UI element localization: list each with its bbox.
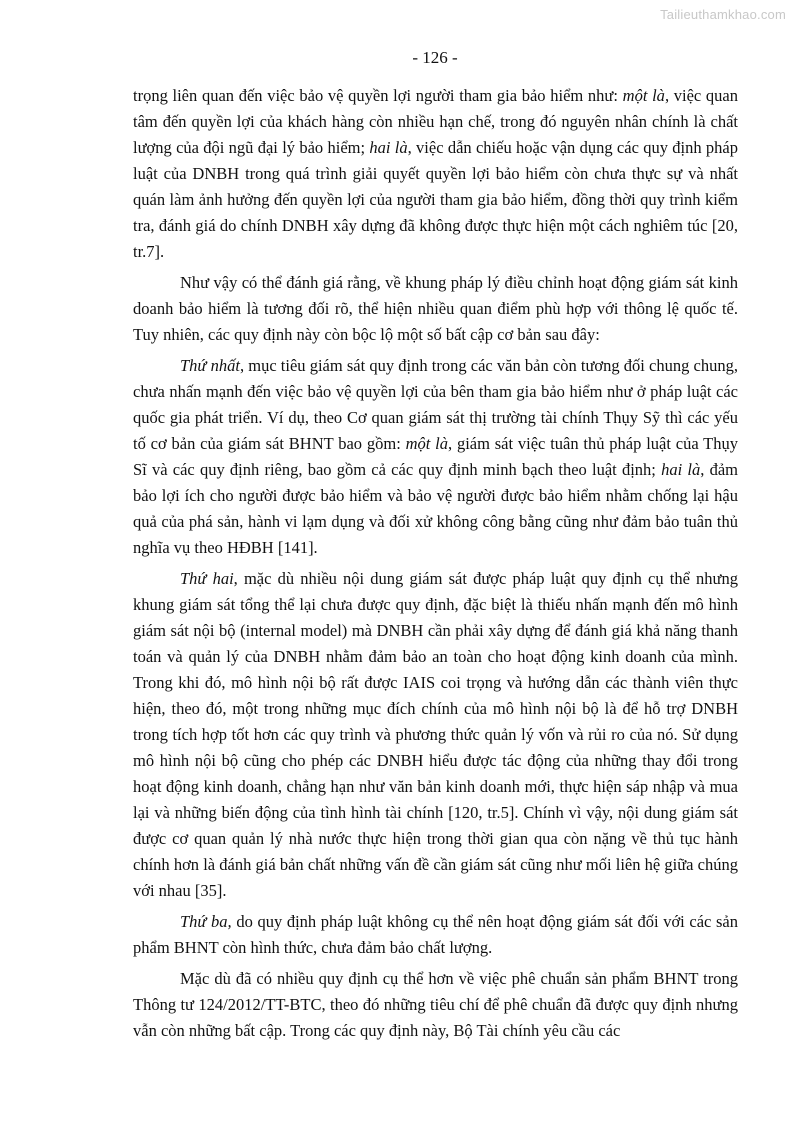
italic-text: một là — [405, 434, 449, 453]
italic-text: Thứ nhất — [180, 356, 240, 375]
paragraph — [133, 566, 738, 904]
text-segment: trọng liên quan đến việc bảo vệ quyền lợi người tham gia bảo hiểm như: — [133, 86, 623, 105]
watermark: Tailieuthamkhao.com — [660, 7, 786, 22]
paragraph — [133, 909, 738, 961]
paragraph — [133, 83, 738, 265]
text-segment: Như vậy có thể đánh giá rằng, về khung pháp lý điều chỉnh hoạt động giám sát kinh doanh bảo hiểm là tương đối rõ, thể hiện nhiều quan điểm phù hợp với thông lệ quốc tế. Tuy nhiên, các quy định này còn bộc lộ một số bất cập cơ bản sau đây: — [133, 273, 738, 344]
italic-text: một là — [622, 86, 665, 105]
text-segment: , mặc dù nhiều nội dung giám sát được pháp luật quy định cụ thể nhưng khung giám sát tổng thể lại chưa được quy định, đặc biệt là thiếu nhấn mạnh đến mô hình giám sát nội bộ (internal model) mà DNBH cần phải xây dựng để đánh giá khả năng thanh toán và quản lý của DNBH nhằm đảm bảo an toàn cho hoạt động kinh doanh của mình. Trong khi đó, mô hình nội bộ rất được IAIS coi trọng và hướng dẫn các thành viên thực hiện, theo đó, một trong những mục đích chính của mô hình nội bộ là để hỗ trợ DNBH trong tích hợp tốt hơn các quy trình và phương thức quản lý vốn và rủi ro của nó. Sử dụng mô hình nội bộ cũng cho phép các DNBH hiểu được tác động của những thay đổi trong hoạt động kinh doanh, chẳng hạn như văn bản kinh doanh mới, thực hiện sáp nhập và mua lại và những biến động của tình hình tài chính [120, tr.5]. Chính vì vậy, nội dung giám sát được cơ quan quản lý nhà nước thực hiện trong thời gian qua còn nặng về thủ tục hành chính hơn là đánh giá bản chất những vấn đề cần giám sát cũng như mối liên hệ giữa chúng với nhau [35]. — [133, 569, 738, 900]
paragraph — [133, 966, 738, 1044]
text-segment: Mặc dù đã có nhiều quy định cụ thể hơn về việc phê chuẩn sản phẩm BHNT trong Thông tư 124/2012/TT-BTC, theo đó những tiêu chí để phê chuẩn đã được quy định nhưng vẫn còn những bất cập. Trong các quy định này, Bộ Tài chính yêu cầu các — [133, 969, 738, 1040]
italic-text: Thứ hai — [180, 569, 234, 588]
text-segment: , mục tiêu giám sát quy định trong các văn bản còn tương đối chung chung, chưa nhấn mạnh đến việc bảo vệ quyền lợi của bên tham gia bảo hiểm như ở pháp luật các quốc gia phát triển. Ví dụ, theo Cơ quan giám sát thị trường tài chính Thụy Sỹ thì các yếu tố cơ bản của giám sát BHNT bao gồm: — [133, 356, 739, 453]
text-segment: , đảm bảo lợi ích cho người được bảo hiểm và bảo vệ người được bảo hiểm nhằm chống lại hậu quả của phá sản, hành vi lạm dụng và đối xử không công bằng cũng như đảm bảo tuân thủ nghĩa vụ theo HĐBH [141]. — [133, 460, 738, 557]
text-segment: , việc quan tâm đến quyền lợi của khách hàng còn nhiều hạn chế, trong đó nguyên nhân chính là chất lượng của đội ngũ đại lý bảo hiểm; — [133, 86, 738, 157]
paragraph — [133, 353, 738, 561]
italic-text: hai là — [369, 138, 408, 157]
italic-text: Thứ ba, — [180, 912, 232, 931]
document-body — [133, 83, 738, 1049]
paragraph — [133, 270, 738, 348]
page-number: - 126 - — [412, 48, 458, 67]
text-segment: , việc dẫn chiếu hoặc vận dụng các quy định pháp luật của DNBH trong quá trình giải quyết quyền lợi bảo hiểm còn chưa thực sự và nhất quán làm ảnh hưởng đến quyền lợi của người tham gia bảo hiểm, đồng thời quy trình kiểm tra, đánh giá do chính DNBH xây dựng đã không được thực hiện một cách nghiêm túc [20, tr.7]. — [133, 138, 738, 261]
italic-text: hai là — [661, 460, 701, 479]
text-segment: do quy định pháp luật không cụ thể nên hoạt động giám sát đối với các sản phẩm BHNT còn hình thức, chưa đảm bảo chất lượng. — [133, 912, 738, 957]
text-segment: , giám sát việc tuân thủ pháp luật của Thụy Sĩ và các quy định riêng, bao gồm cả các quy định minh bạch theo luật định; — [133, 434, 738, 479]
